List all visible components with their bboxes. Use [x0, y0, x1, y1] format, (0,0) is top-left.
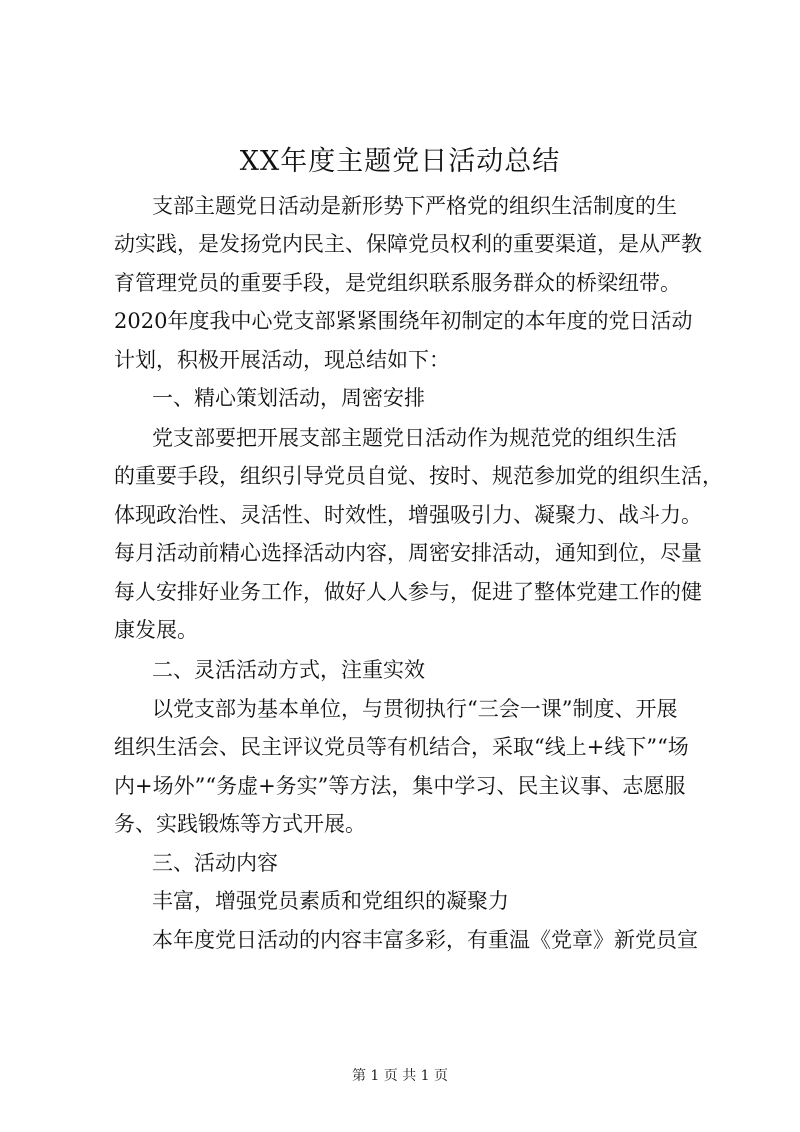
- section-heading: 三、活动内容: [152, 851, 278, 875]
- body-line: 务、实践锻炼等方式开展。: [114, 812, 366, 836]
- body-line: 内+场外”“务虚+务实”等方法，集中学习、民主议事、志愿服: [114, 774, 686, 798]
- body-line: 康发展。: [114, 618, 198, 642]
- body-line: 本年度党日活动的内容丰富多彩，有重温《党章》新党员宣: [152, 928, 698, 952]
- body-line: 每月活动前精心选择活动内容，周密安排活动，通知到位，尽量: [114, 541, 702, 565]
- body-line: 动实践，是发扬党内民主、保障党员权利的重要渠道，是从严教: [114, 232, 702, 256]
- body-line: 体现政治性、灵活性、时效性，增强吸引力、凝聚力、战斗力。: [114, 503, 702, 527]
- body-line: 丰富，增强党员素质和党组织的凝聚力: [152, 889, 509, 913]
- document-title: XX年度主题党日活动总结: [239, 146, 561, 177]
- body-line: 支部主题党日活动是新形势下严格党的组织生活制度的生: [152, 194, 677, 218]
- body-line: 的重要手段，组织引导党员自觉、按时、规范参加党的组织生活，: [114, 464, 723, 488]
- page-number: 第 1 页 共 1 页: [351, 1068, 449, 1084]
- body-line: 2020年度我中心党支部紧紧围绕年初制定的本年度的党日活动: [114, 309, 693, 333]
- body-line: 党支部要把开展支部主题党日活动作为规范党的组织生活: [152, 426, 677, 450]
- body-line: 组织生活会、民主评议党员等有机结合，采取“线上+线下”“场: [114, 735, 689, 759]
- body-line: 以党支部为基本单位，与贯彻执行“三会一课”制度、开展: [152, 697, 678, 721]
- body-line: 计划，积极开展活动，现总结如下：: [114, 348, 450, 372]
- body-line: 育管理党员的重要手段，是党组织联系服务群众的桥梁纽带。: [114, 271, 681, 295]
- section-heading: 一、精心策划活动，周密安排: [152, 386, 425, 410]
- body-line: 每人安排好业务工作，做好人人参与，促进了整体党建工作的健: [114, 580, 702, 604]
- section-heading: 二、灵活活动方式，注重实效: [152, 658, 425, 682]
